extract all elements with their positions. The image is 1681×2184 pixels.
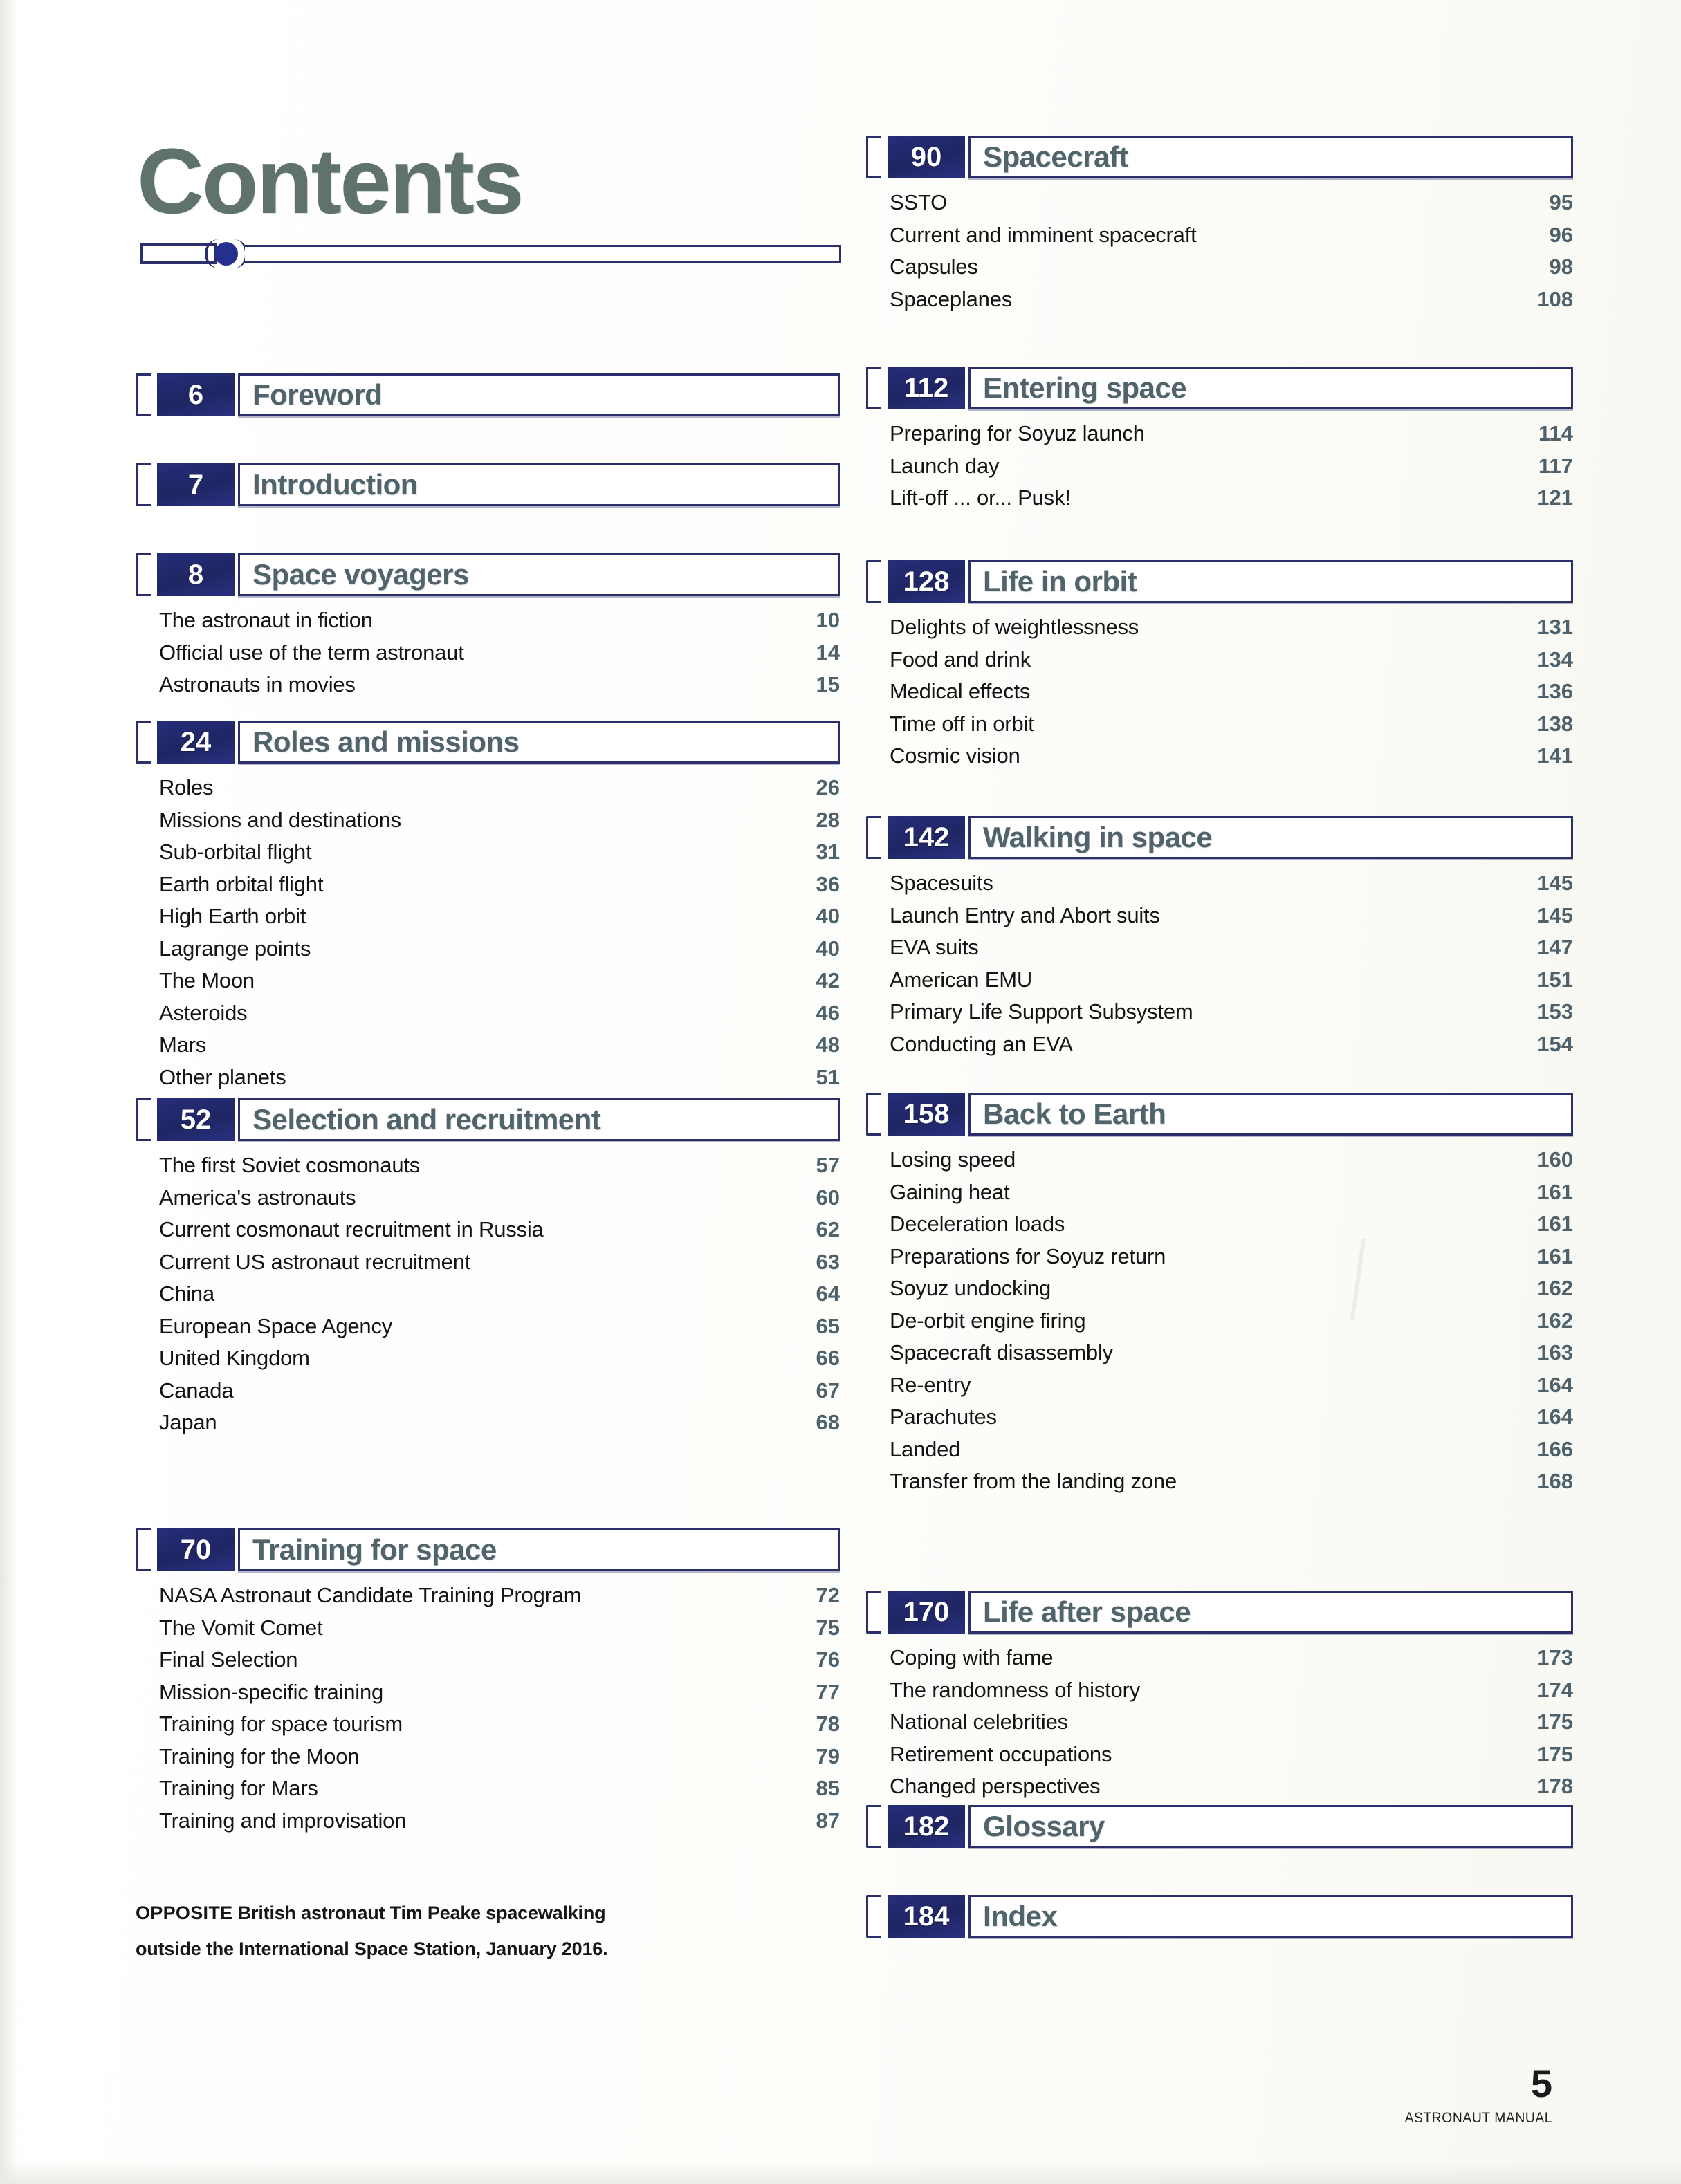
toc-entry[interactable] — [890, 611, 1573, 644]
toc-entry-label: Spacesuits — [890, 871, 993, 895]
chapter-title-box — [968, 1805, 1573, 1848]
chapter-title-box — [238, 1528, 840, 1571]
toc-entry[interactable] — [890, 1337, 1573, 1369]
chapter-title: Glossary — [983, 1810, 1105, 1842]
toc-entry-label: Transfer from the landing zone — [890, 1469, 1177, 1493]
toc-entry-label: Gaining heat — [890, 1179, 1010, 1204]
toc-entry[interactable] — [159, 965, 840, 997]
toc-entry[interactable] — [159, 1407, 840, 1439]
toc-entry-label: National celebrities — [890, 1710, 1068, 1734]
toc-entry-label: Official use of the term astronaut — [159, 640, 464, 665]
chapter-page-number: 158 — [888, 1093, 965, 1136]
chapter-block — [866, 816, 1573, 1060]
toc-entry-page: 161 — [1537, 1179, 1573, 1204]
toc-entry-label: De-orbit engine firing — [890, 1308, 1086, 1333]
tab-slip-icon — [136, 721, 151, 764]
toc-entry-label: Asteroids — [159, 1000, 248, 1025]
chapter-block — [866, 1805, 1573, 1848]
toc-entry-page: 162 — [1537, 1276, 1573, 1300]
toc-entry-page: 173 — [1537, 1645, 1573, 1669]
toc-entry[interactable] — [159, 1773, 840, 1805]
chapter-title: Foreword — [252, 378, 383, 411]
toc-entry[interactable] — [890, 187, 1573, 219]
toc-entry-page: 131 — [1537, 615, 1573, 639]
chapter-title-box — [238, 553, 840, 596]
chapter-title: Entering space — [983, 371, 1187, 404]
toc-entry-label: Capsules — [890, 255, 978, 279]
toc-entry[interactable] — [159, 1375, 840, 1407]
toc-entry-label: Lagrange points — [159, 936, 311, 961]
toc-entry[interactable] — [890, 284, 1573, 316]
toc-entry[interactable] — [890, 1739, 1573, 1771]
chapter-title: Spacecraft — [983, 140, 1128, 173]
tab-slip-icon — [866, 560, 881, 603]
chapter-block — [136, 1528, 840, 1837]
toc-entry-label: Japan — [159, 1410, 217, 1434]
toc-entry-label: Parachutes — [890, 1405, 997, 1429]
toc-entry[interactable] — [159, 1062, 840, 1094]
tab-slip-icon — [866, 1093, 881, 1136]
chapter-title-box — [238, 463, 840, 506]
chapter-page-number: 170 — [888, 1591, 965, 1634]
toc-entry-label: Coping with fame — [890, 1645, 1054, 1669]
toc-entry-page: 145 — [1537, 871, 1573, 895]
toc-entry-page: 62 — [816, 1217, 840, 1241]
toc-entry-page: 31 — [816, 840, 840, 864]
chapter-title: Life in orbit — [983, 565, 1137, 598]
chapter-header[interactable] — [866, 560, 1573, 603]
toc-entry[interactable] — [890, 219, 1573, 252]
toc-entry-page: 178 — [1537, 1774, 1573, 1798]
toc-entry-page: 77 — [816, 1679, 840, 1704]
chapter-block — [866, 1093, 1573, 1498]
toc-entry-label: United Kingdom — [159, 1346, 310, 1370]
chapter-page-number: 70 — [157, 1528, 235, 1571]
chapter-block — [866, 367, 1573, 515]
toc-entry[interactable] — [159, 669, 840, 701]
toc-entry-label: Cosmic vision — [890, 743, 1020, 768]
toc-entry-page: 65 — [816, 1313, 840, 1338]
tab-slip-icon — [136, 1098, 151, 1141]
toc-entry-label: Sub-orbital flight — [159, 840, 312, 864]
toc-entry-label: Training for the Moon — [159, 1743, 360, 1768]
toc-entry-page: 161 — [1537, 1243, 1573, 1268]
toc-entry-page: 114 — [1538, 421, 1573, 445]
page-title: Contents — [137, 130, 522, 233]
toc-entry[interactable] — [890, 1401, 1573, 1434]
toc-entry-label: Missions and destinations — [159, 807, 401, 832]
toc-entry-label: Training for Mars — [159, 1776, 318, 1800]
toc-entry[interactable] — [159, 1311, 840, 1343]
chapter-block — [866, 136, 1573, 315]
toc-entry[interactable] — [890, 450, 1573, 483]
chapter-page-number: 52 — [157, 1098, 235, 1141]
chapter-page-number: 90 — [888, 136, 965, 178]
chapter-title: Life after space — [983, 1595, 1191, 1628]
chapter-page-number: 112 — [888, 367, 965, 409]
toc-entry-label: Spaceplanes — [890, 286, 1013, 311]
toc-entry-label: High Earth orbit — [159, 904, 306, 928]
chapter-title: Selection and recruitment — [252, 1103, 601, 1136]
masthead — [136, 130, 841, 270]
toc-entry-label: Medical effects — [890, 679, 1031, 703]
chapter-page-number: 128 — [888, 560, 965, 603]
toc-entry-page: 64 — [816, 1281, 840, 1306]
toc-entry-page: 63 — [816, 1249, 840, 1274]
toc-entry[interactable] — [159, 1741, 840, 1773]
toc-entry-page: 87 — [816, 1808, 840, 1833]
folio-number: 5 — [1530, 2062, 1552, 2105]
decorative-rule — [140, 238, 841, 270]
toc-entry[interactable] — [890, 1305, 1573, 1338]
chapter-title: Index — [983, 1900, 1058, 1932]
toc-entry-page: 46 — [816, 1000, 840, 1025]
toc-entry-page: 57 — [816, 1153, 840, 1177]
chapter-page-number: 8 — [157, 553, 235, 596]
chapter-entry-list — [866, 1642, 1573, 1803]
toc-entry-label: Food and drink — [890, 647, 1031, 672]
toc-entry-label: The astronaut in fiction — [159, 608, 373, 632]
tab-slip-icon — [866, 1895, 881, 1938]
toc-entry-page: 161 — [1537, 1212, 1573, 1236]
chapter-title: Back to Earth — [983, 1098, 1166, 1130]
toc-entry[interactable] — [159, 1029, 840, 1062]
toc-entry-page: 26 — [816, 775, 840, 799]
page-footer — [1392, 2064, 1552, 2127]
chapter-title-box — [238, 1098, 840, 1141]
toc-entry-page: 96 — [1549, 222, 1573, 247]
toc-entry[interactable] — [890, 740, 1573, 772]
toc-entry[interactable] — [890, 1674, 1573, 1707]
chapter-entry-list — [866, 867, 1573, 1060]
caption-text: British astronaut Tim Peake spacewalking outside the International Space Station, January 2016. — [136, 1903, 608, 1959]
tab-slip-icon — [866, 367, 881, 409]
toc-entry-label: American EMU — [890, 967, 1033, 992]
toc-entry-page: 60 — [816, 1185, 840, 1210]
toc-entry[interactable] — [159, 1149, 840, 1182]
toc-entry-page: 164 — [1537, 1405, 1573, 1429]
chapter-page-number: 142 — [888, 816, 965, 859]
chapter-title-box — [968, 136, 1573, 178]
toc-entry-page: 95 — [1549, 190, 1573, 214]
toc-entry-label: Other planets — [159, 1064, 286, 1089]
toc-entry[interactable] — [890, 251, 1573, 284]
tab-slip-icon — [136, 463, 151, 506]
tab-slip-icon — [136, 373, 151, 416]
tab-slip-icon — [866, 1591, 881, 1634]
chapter-block — [136, 721, 840, 1093]
chapter-header[interactable] — [866, 816, 1573, 859]
chapter-block — [866, 560, 1573, 772]
toc-entry-page: 75 — [816, 1615, 840, 1640]
toc-entry[interactable] — [159, 1182, 840, 1214]
toc-entry-page: 160 — [1537, 1147, 1573, 1172]
toc-entry[interactable] — [890, 1642, 1573, 1674]
chapter-entry-list — [136, 1149, 840, 1439]
toc-entry-page: 164 — [1537, 1372, 1573, 1397]
chapter-entry-list — [866, 1144, 1573, 1498]
running-head: ASTRONAUT MANUAL — [1404, 2110, 1552, 2126]
chapter-title: Walking in space — [983, 821, 1213, 853]
toc-entry-page: 166 — [1537, 1436, 1573, 1461]
toc-entry-label: Losing speed — [890, 1147, 1016, 1172]
chapter-header[interactable] — [866, 1093, 1573, 1136]
toc-entry-label: Soyuz undocking — [890, 1276, 1051, 1300]
toc-entry[interactable] — [890, 1028, 1573, 1061]
toc-entry-page: 147 — [1537, 935, 1573, 959]
toc-entry-label: Delights of weightlessness — [890, 615, 1139, 639]
chapter-entry-list — [136, 604, 840, 701]
toc-entry-label: Training for space tourism — [159, 1712, 403, 1736]
toc-entry[interactable] — [159, 1342, 840, 1375]
tab-slip-icon — [136, 1528, 151, 1571]
toc-entry[interactable] — [159, 997, 840, 1030]
toc-entry[interactable] — [890, 1706, 1573, 1739]
toc-entry-label: Primary Life Support Subsystem — [890, 999, 1193, 1024]
toc-entry-label: Preparing for Soyuz launch — [890, 421, 1145, 445]
chapter-entry-list — [136, 772, 840, 1093]
toc-entry-page: 68 — [816, 1410, 840, 1434]
toc-entry-page: 79 — [816, 1743, 840, 1768]
toc-entry[interactable] — [890, 1144, 1573, 1176]
toc-entry-page: 175 — [1537, 1741, 1573, 1766]
toc-entry-page: 28 — [816, 807, 840, 832]
toc-entry-label: Launch Entry and Abort suits — [890, 903, 1160, 927]
chapter-block — [866, 1591, 1573, 1803]
toc-entry-page: 163 — [1537, 1340, 1573, 1364]
toc-entry[interactable] — [159, 900, 840, 933]
chapter-title-box — [968, 1591, 1573, 1634]
chapter-title-box — [968, 1093, 1573, 1136]
toc-entry[interactable] — [159, 1580, 840, 1612]
chapter-title-box — [968, 560, 1573, 603]
chapter-page-number: 6 — [157, 373, 235, 416]
chapter-header[interactable] — [136, 553, 840, 596]
toc-entry[interactable] — [890, 1369, 1573, 1402]
deco-long-bar-icon — [245, 245, 841, 263]
toc-entry-page: 48 — [816, 1033, 840, 1057]
chapter-title: Roles and missions — [252, 725, 520, 758]
toc-entry[interactable] — [890, 1465, 1573, 1498]
toc-entry-page: 66 — [816, 1346, 840, 1370]
toc-entry[interactable] — [890, 644, 1573, 676]
toc-entry-label: Lift-off ... or... Pusk! — [890, 485, 1071, 510]
toc-entry-page: 40 — [816, 936, 840, 961]
tab-slip-icon — [136, 553, 151, 596]
chapter-page-number: 184 — [888, 1895, 965, 1938]
photo-caption — [136, 1895, 661, 1967]
chapter-header[interactable] — [866, 1895, 1573, 1938]
toc-entry[interactable] — [890, 676, 1573, 708]
toc-entry-page: 117 — [1538, 453, 1573, 478]
toc-entry-label: The first Soviet cosmonauts — [159, 1153, 421, 1177]
toc-entry-label: NASA Astronaut Candidate Training Program — [159, 1583, 582, 1607]
toc-entry-label: Final Selection — [159, 1647, 298, 1672]
toc-entry[interactable] — [890, 867, 1573, 900]
tab-slip-icon — [866, 136, 881, 178]
toc-entry-label: Launch day — [890, 453, 1000, 478]
toc-entry-page: 108 — [1537, 286, 1573, 311]
toc-entry[interactable] — [159, 1644, 840, 1676]
toc-entry[interactable] — [890, 418, 1573, 450]
chapter-block — [136, 553, 840, 701]
chapter-entry-list — [866, 611, 1573, 772]
toc-entry-label: Mars — [159, 1033, 207, 1057]
toc-entry-page: 15 — [816, 672, 840, 696]
toc-entry-label: Landed — [890, 1436, 961, 1461]
chapter-title-box — [238, 373, 840, 416]
toc-entry-page: 151 — [1537, 967, 1573, 992]
chapter-entry-list — [136, 1580, 840, 1837]
toc-entry-label: China — [159, 1281, 214, 1306]
toc-entry-label: Canada — [159, 1378, 234, 1403]
toc-entry-label: Current US astronaut recruitment — [159, 1249, 471, 1274]
toc-entry-label: America's astronauts — [159, 1185, 356, 1210]
toc-entry-label: SSTO — [890, 190, 948, 214]
toc-entry-page: 51 — [816, 1064, 840, 1089]
toc-entry[interactable] — [159, 933, 840, 965]
toc-entry-label: Earth orbital flight — [159, 871, 324, 896]
toc-entry-page: 10 — [816, 608, 840, 632]
toc-entry[interactable] — [890, 932, 1573, 964]
toc-entry-label: Current and imminent spacecraft — [890, 222, 1197, 247]
toc-entry-page: 85 — [816, 1776, 840, 1800]
toc-entry-page: 67 — [816, 1378, 840, 1403]
toc-entry-page: 14 — [816, 640, 840, 665]
toc-entry-label: Spacecraft disassembly — [890, 1340, 1113, 1364]
toc-entry-label: Training and improvisation — [159, 1808, 407, 1833]
toc-entry[interactable] — [890, 1434, 1573, 1466]
toc-entry[interactable] — [159, 1214, 840, 1246]
chapter-header[interactable] — [866, 367, 1573, 409]
toc-entry[interactable] — [159, 1805, 840, 1838]
toc-entry-page: 40 — [816, 904, 840, 928]
toc-entry-label: The randomness of history — [890, 1677, 1141, 1702]
chapter-header[interactable] — [136, 463, 840, 506]
toc-entry[interactable] — [159, 1278, 840, 1311]
chapter-title: Training for space — [252, 1533, 497, 1566]
toc-entry-label: Re-entry — [890, 1372, 971, 1397]
toc-entry-label: Changed perspectives — [890, 1774, 1101, 1798]
toc-entry[interactable] — [159, 772, 840, 804]
toc-entry-label: Retirement occupations — [890, 1741, 1112, 1766]
chapter-title: Introduction — [252, 468, 418, 501]
chapter-title: Space voyagers — [252, 558, 469, 591]
chapter-header[interactable] — [136, 373, 840, 416]
chapter-block — [136, 463, 840, 506]
toc-entry-label: Roles — [159, 775, 214, 799]
chapter-page-number: 24 — [157, 721, 235, 764]
toc-entry[interactable] — [890, 900, 1573, 932]
chapter-entry-list — [866, 418, 1573, 515]
toc-entry-page: 42 — [816, 968, 840, 992]
chapter-header[interactable] — [136, 1528, 840, 1571]
toc-entry[interactable] — [159, 1708, 840, 1741]
chapter-header[interactable] — [136, 721, 840, 764]
toc-entry[interactable] — [890, 1241, 1573, 1273]
toc-entry[interactable] — [890, 964, 1573, 997]
chapter-title-box — [238, 721, 840, 764]
toc-entry-page: 162 — [1537, 1308, 1573, 1333]
chapter-page-number: 182 — [888, 1805, 965, 1848]
toc-entry-label: Mission-specific training — [159, 1679, 384, 1704]
toc-entry-label: Conducting an EVA — [890, 1031, 1073, 1056]
toc-entry[interactable] — [159, 637, 840, 669]
toc-entry-page: 145 — [1537, 903, 1573, 927]
toc-entry[interactable] — [159, 1676, 840, 1709]
toc-entry-page: 76 — [816, 1647, 840, 1672]
toc-entry[interactable] — [159, 836, 840, 869]
toc-entry-label: Astronauts in movies — [159, 672, 356, 696]
toc-entry-page: 78 — [816, 1712, 840, 1736]
toc-entry-label: European Space Agency — [159, 1313, 393, 1338]
toc-entry[interactable] — [890, 1770, 1573, 1803]
toc-entry-page: 138 — [1537, 711, 1573, 736]
chapter-title-box — [968, 1895, 1573, 1938]
toc-entry[interactable] — [159, 869, 840, 901]
toc-entry[interactable] — [890, 1208, 1573, 1241]
toc-entry-label: EVA suits — [890, 935, 979, 959]
tab-slip-icon — [866, 1805, 881, 1848]
toc-entry-page: 168 — [1537, 1469, 1573, 1493]
toc-entry[interactable] — [890, 996, 1573, 1028]
toc-entry-page: 174 — [1537, 1677, 1573, 1702]
chapter-block — [136, 1098, 840, 1439]
chapter-block — [136, 373, 840, 416]
toc-entry[interactable] — [890, 1176, 1573, 1209]
toc-entry-page: 98 — [1549, 255, 1573, 279]
chapter-title-box — [968, 816, 1573, 859]
toc-entry[interactable] — [890, 482, 1573, 515]
toc-entry-page: 121 — [1537, 485, 1573, 510]
toc-entry-page: 36 — [816, 871, 840, 896]
tab-slip-icon — [866, 816, 881, 859]
toc-entry[interactable] — [159, 1612, 840, 1645]
chapter-entry-list — [866, 187, 1573, 315]
toc-entry-label: The Moon — [159, 968, 255, 992]
toc-entry-page: 134 — [1537, 647, 1573, 672]
toc-entry-label: The Vomit Comet — [159, 1615, 323, 1640]
toc-entry[interactable] — [890, 708, 1573, 741]
toc-entry-page: 72 — [816, 1583, 840, 1607]
toc-entry-page: 136 — [1537, 679, 1573, 703]
toc-entry-label: Deceleration loads — [890, 1212, 1065, 1236]
toc-entry[interactable] — [159, 604, 840, 637]
toc-entry[interactable] — [890, 1273, 1573, 1305]
toc-entry-page: 141 — [1537, 743, 1573, 768]
chapter-header[interactable] — [866, 1805, 1573, 1848]
toc-entry-label: Current cosmonaut recruitment in Russia — [159, 1217, 544, 1241]
toc-entry-label: Time off in orbit — [890, 711, 1034, 736]
caption-lead: OPPOSITE — [136, 1903, 233, 1923]
chapter-block — [866, 1895, 1573, 1938]
chapter-header[interactable] — [136, 1098, 840, 1141]
toc-entry-page: 175 — [1537, 1710, 1573, 1734]
toc-entry[interactable] — [159, 804, 840, 837]
toc-entry-page: 154 — [1537, 1031, 1573, 1056]
toc-entry-label: Preparations for Soyuz return — [890, 1243, 1166, 1268]
chapter-header[interactable] — [866, 136, 1573, 178]
toc-entry-page: 153 — [1537, 999, 1573, 1024]
chapter-header[interactable] — [866, 1591, 1573, 1634]
toc-entry[interactable] — [159, 1246, 840, 1279]
chapter-page-number: 7 — [157, 463, 235, 506]
chapter-title-box — [968, 367, 1573, 409]
